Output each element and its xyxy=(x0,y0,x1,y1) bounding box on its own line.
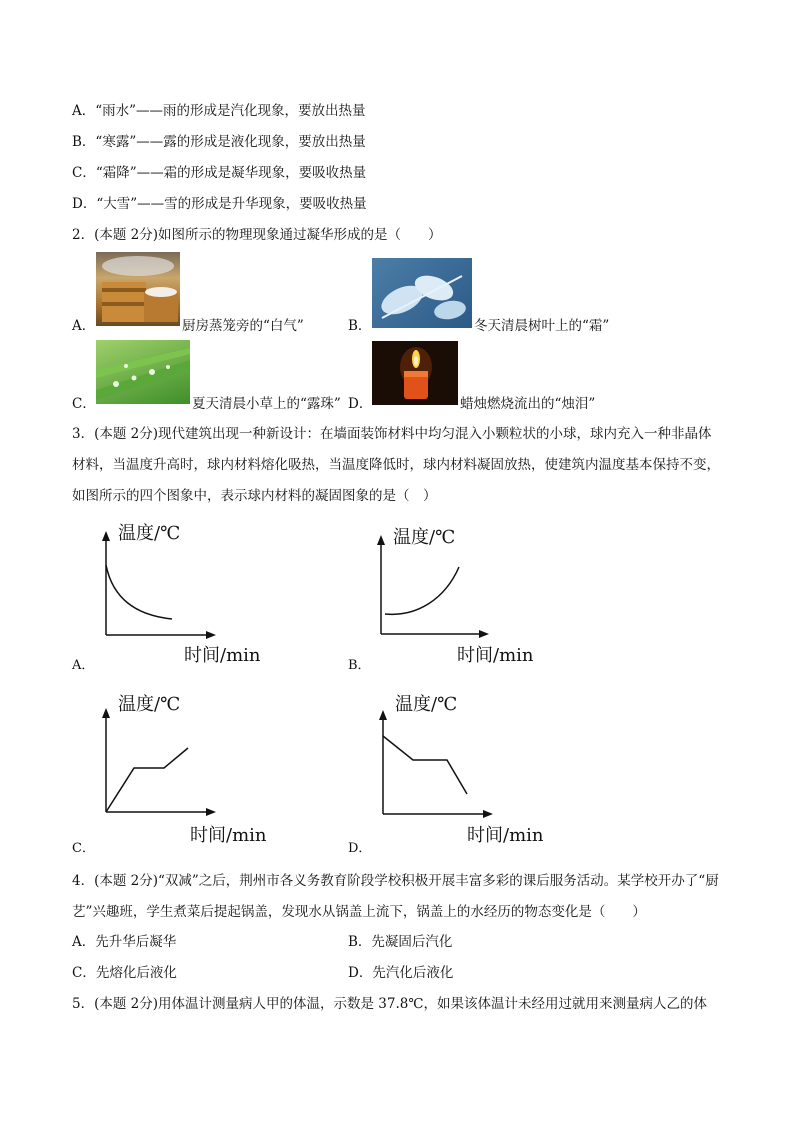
q4-option-d: D．先汽化后液化 xyxy=(348,965,454,981)
q3-graph-c-xlabel: 时间/min xyxy=(190,825,267,846)
q3-graph-c-ylabel: 温度/℃ xyxy=(118,694,181,715)
q1-option-c: C．“霜降”——霜的形成是凝华现象，要吸收热量 xyxy=(72,165,367,181)
dew-grass-photo-icon xyxy=(96,340,190,404)
q2-option-a-caption: 厨房蒸笼旁的“白气” xyxy=(182,318,304,334)
q2-option-b-caption: 冬天清晨树叶上的“霜” xyxy=(474,318,610,334)
q1-option-b: B．“寒露”——露的形成是液化现象，要放出热量 xyxy=(72,134,366,150)
q2-option-c-letter: C． xyxy=(72,396,96,412)
q2-option-b-letter: B． xyxy=(348,318,372,334)
q3-graph-a-xlabel: 时间/min xyxy=(184,645,261,665)
q1-option-a: A．“雨水”——雨的形成是汽化现象，要放出热量 xyxy=(72,103,366,119)
q3-graph-b-ylabel: 温度/℃ xyxy=(393,527,456,548)
q3-graph-b-letter: B． xyxy=(348,658,371,673)
q2-option-d-letter: D． xyxy=(348,396,373,412)
q1-option-d: D．“大雪”——雪的形成是升华现象，要吸收热量 xyxy=(72,196,367,212)
candle-photo-icon xyxy=(372,341,458,405)
frost-leaves-photo-icon xyxy=(372,258,472,328)
q4-option-a: A．先升华后凝华 xyxy=(72,934,177,950)
q3-graph-c-letter: C． xyxy=(72,841,95,856)
q2-stem: 2．(本题 2分)如图所示的物理现象通过凝华形成的是（ ） xyxy=(72,227,442,243)
q3-graph-a xyxy=(92,515,272,665)
q3-graph-a-ylabel: 温度/℃ xyxy=(118,523,181,544)
q2-option-c-caption: 夏天清晨小草上的“露珠” xyxy=(192,396,341,412)
q3-graph-d-ylabel: 温度/℃ xyxy=(395,694,458,715)
q4-option-c: C．先熔化后液化 xyxy=(72,965,177,981)
steamer-photo-icon xyxy=(96,252,180,326)
q4-stem: 4．(本题 2分)“双减”之后，荆州市各义务教育阶段学校积极开展丰富多彩的课后服务活动。某学校开办了“厨艺”兴趣班，学生煮菜后提起锅盖，发现水从锅盖上流下，锅盖上的水经历的物态变化是（ ） xyxy=(72,873,719,920)
q4-option-b: B．先凝固后汽化 xyxy=(348,934,453,950)
q3-graph-a-letter: A． xyxy=(72,658,95,673)
q2-option-a-letter: A． xyxy=(72,318,96,334)
q3-graph-c xyxy=(92,688,282,848)
q3-graph-b-xlabel: 时间/min xyxy=(457,645,534,666)
q3-graph-d-xlabel: 时间/min xyxy=(467,825,544,846)
q2-option-d-caption: 蜡烛燃烧流出的“烛泪” xyxy=(460,396,596,412)
q3-graph-d-letter: D． xyxy=(348,841,372,856)
q3-stem: 3．(本题 2分)现代建筑出现一种新设计：在墙面装饰材料中均匀混入小颗粒状的小球，球内充入一种非晶体材料，当温度升高时，球内材料熔化吸热，当温度降低时，球内材料凝固放热，使建筑内温度基本保持不变，如图所示的四个图象中，表示球内材料的凝固图象的是（ ） xyxy=(72,426,720,504)
q3-graph-b xyxy=(367,519,547,669)
q3-graph-d xyxy=(369,688,559,848)
q5-stem: 5．(本题 2分)用体温计测量病人甲的体温，示数是 37.8℃，如果该体温计未经用过就用来测量病人乙的体 xyxy=(72,996,707,1012)
